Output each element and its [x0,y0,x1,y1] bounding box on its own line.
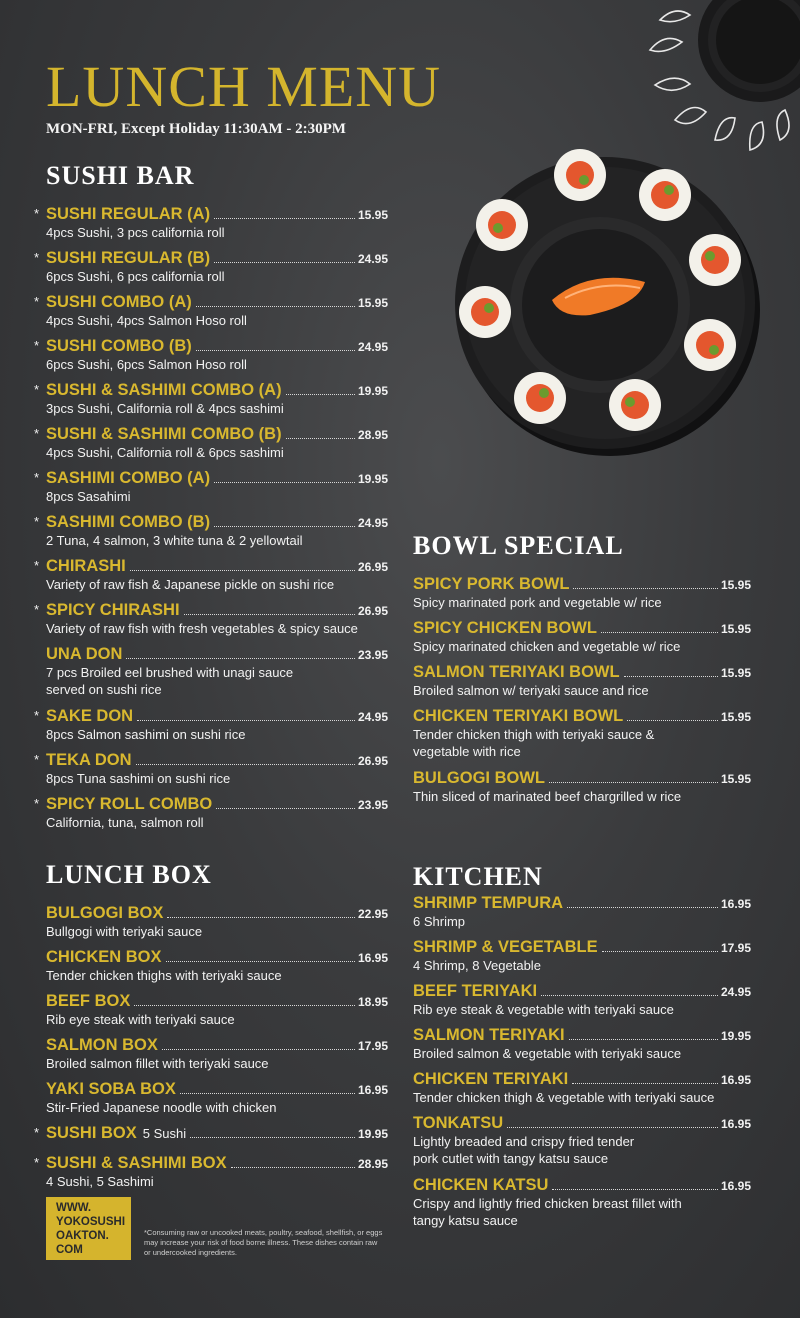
dot-leader [627,720,718,721]
raw-item-asterisk: * [34,558,40,573]
menu-item-price: 16.95 [720,1117,751,1131]
dot-leader [624,676,718,677]
menu-item [34,601,388,637]
menu-item-name: YAKI SOBA BOX [46,1080,176,1098]
section-title-kitchen: KITCHEN [413,862,543,891]
menu-item-row [46,557,388,576]
raw-item-asterisk: * [34,514,40,529]
menu-item-name: SPICY PORK BOWL [413,575,570,593]
menu-item-row [413,575,751,594]
menu-item [34,337,388,373]
menu-item-price: 24.95 [357,252,388,266]
raw-item-asterisk: * [34,602,40,617]
menu-item [46,992,388,1028]
menu-item-price: 19.95 [357,384,388,398]
dot-leader [549,782,718,783]
menu-item-description: Variety of raw fish & Japanese pickle on sushi rice [46,577,335,592]
dot-leader [130,570,355,571]
dot-leader [162,1049,355,1050]
menu-item-price: 16.95 [357,951,388,965]
menu-item-row [46,1080,388,1099]
menu-item-row [413,982,751,1001]
menu-item-price: 26.95 [357,604,388,618]
menu-item-name: SALMON TERIYAKI BOWL [413,663,620,681]
menu-item-row [413,1070,751,1089]
menu-item [46,904,388,940]
menu-item-name: SHRIMP & VEGETABLE [413,938,598,956]
menu-item-description: 6pcs Sushi, 6pcs Salmon Hoso roll [46,357,247,372]
menu-item-price: 24.95 [357,710,388,724]
menu-item-row [46,205,388,224]
dot-leader [286,438,355,439]
raw-item-asterisk: * [34,294,40,309]
menu-item-row [46,645,388,664]
menu-item-name: CHICKEN TERIYAKI [413,1070,569,1088]
menu-item-row [413,1026,751,1045]
menu-item-price: 17.95 [357,1039,388,1053]
menu-item-price: 23.95 [357,798,388,812]
dot-leader [552,1189,718,1190]
menu-item-price: 28.95 [357,428,388,442]
menu-item [46,948,388,984]
raw-item-asterisk: * [34,426,40,441]
menu-item-description: Thin sliced of marinated beef chargrilled w rice [413,789,682,804]
dot-leader [126,658,355,659]
menu-item-price: 24.95 [357,516,388,530]
menu-item-price: 24.95 [357,340,388,354]
dot-leader [136,764,355,765]
menu-item-name: SHRIMP TEMPURA [413,894,564,912]
menu-item-description: Spicy marinated pork and vegetable w/ rice [413,595,662,610]
menu-item-price: 15.95 [357,208,388,222]
menu-item [413,575,751,611]
menu-item-description: Broiled salmon fillet with teriyaki sauce [46,1056,269,1071]
hours-subtitle: MON-FRI, Except Holiday 11:30AM - 2:30PM [46,121,346,137]
dot-leader [541,995,718,996]
menu-item-description: 8pcs Sasahimi [46,489,131,504]
menu-item [413,938,751,974]
dot-leader [231,1167,355,1168]
dot-leader [134,1005,355,1006]
menu-item-price: 19.95 [720,1029,751,1043]
menu-item-price: 26.95 [357,754,388,768]
menu-item-name: SALMON TERIYAKI [413,1026,565,1044]
menu-item-price: 16.95 [720,897,751,911]
menu-item-price: 15.95 [720,622,751,636]
menu-item [413,663,751,699]
menu-item [46,645,388,698]
menu-item [413,894,751,930]
menu-item [34,795,388,831]
menu-item-row [413,619,751,638]
menu-item-description: 6pcs Sushi, 6 pcs california roll [46,269,225,284]
menu-item [46,1036,388,1072]
dot-leader [214,262,355,263]
menu-item-description: 7 pcs Broiled eel brushed with unagi sauce [46,665,294,680]
menu-item-description: Tender chicken thighs with teriyaki sauce [46,968,282,983]
menu-item [413,1114,751,1167]
menu-item-row [46,1036,388,1055]
menu-item-name: TEKA DON [46,751,132,769]
menu-item [34,513,388,549]
menu-item-description: 8pcs Tuna sashimi on sushi rice [46,771,231,786]
menu-item-name: BULGOGI BOX [46,904,164,922]
menu-item-description: California, tuna, salmon roll [46,815,204,830]
dot-leader [573,588,718,589]
menu-item-row [413,894,751,913]
menu-item-name: SASHIMI COMBO (B) [46,513,211,531]
menu-item-name: SUSHI REGULAR (A) [46,205,211,223]
menu-item-name: BEEF TERIYAKI [413,982,538,1000]
menu-item [413,619,751,655]
menu-item-description: 4pcs Sushi, California roll & 6pcs sashimi [46,445,284,460]
website-line: YOKOSUSHI [56,1216,126,1228]
menu-item-name: SUSHI COMBO (B) [46,337,192,355]
menu-item-description: Spicy marinated chicken and vegetable w/ rice [413,639,681,654]
menu-item-name: SALMON BOX [46,1036,158,1054]
menu-item-row [46,707,388,726]
raw-item-asterisk: * [34,752,40,767]
menu-item-row [413,938,751,957]
menu-item-name: TONKATSU [413,1114,504,1132]
menu-item [34,1124,388,1143]
menu-item-name: SUSHI & SASHIMI COMBO (B) [46,425,282,443]
dot-leader [214,482,355,483]
menu-item-description: Broiled salmon & vegetable with teriyaki sauce [413,1046,682,1061]
menu-item-description: served on sushi rice [46,682,162,697]
section-title-lunch-box: LUNCH BOX [46,860,212,889]
dot-leader [180,1093,355,1094]
dot-leader [569,1039,718,1040]
page-title: LUNCH MENU [46,54,442,119]
dot-leader [601,632,718,633]
menu-item-price: 24.95 [720,985,751,999]
menu-item-description: tangy katsu sauce [413,1213,518,1228]
menu-item-row [46,249,388,268]
menu-item-description: Lightly breaded and crispy fried tender [413,1134,635,1149]
menu-item-row [46,293,388,312]
dot-leader [602,951,718,952]
raw-item-asterisk: * [34,206,40,221]
menu-item-price: 15.95 [357,296,388,310]
menu-item-price: 15.95 [720,578,751,592]
dot-leader [137,720,355,721]
menu-item-description: Bullgogi with teriyaki sauce [46,924,203,939]
raw-item-asterisk: * [34,708,40,723]
menu-item-name: SPICY CHIRASHI [46,601,180,619]
menu-item-row [46,795,388,814]
menu-item-description: pork cutlet with tangy katsu sauce [413,1151,609,1166]
menu-item-description: Rib eye steak & vegetable with teriyaki sauce [413,1002,674,1017]
menu-item-description: Tender chicken thigh with teriyaki sauce & [413,727,655,742]
menu-item [413,769,751,805]
menu-item-price: 28.95 [357,1157,388,1171]
menu-item-note: 5 Sushi [142,1126,187,1141]
menu-item-row [46,425,388,444]
menu-item-name: SUSHI & SASHIMI COMBO (A) [46,381,282,399]
menu-item [34,469,388,505]
menu-item-row [46,1124,388,1143]
menu-item-row [413,707,751,726]
website-line: OAKTON. [56,1230,109,1242]
menu-item-description: 4 Shrimp, 8 Vegetable [413,958,541,973]
dot-leader [214,218,355,219]
menu-item-description: 4pcs Sushi, 3 pcs california roll [46,225,225,240]
dot-leader [196,350,355,351]
section-title-bowl-special: BOWL SPECIAL [413,531,624,560]
menu-item-row [413,769,751,788]
dot-leader [286,394,355,395]
menu-item-description: Crispy and lightly fried chicken breast fillet with [413,1196,682,1211]
raw-item-asterisk: * [34,470,40,485]
raw-item-asterisk: * [34,338,40,353]
menu-item-price: 18.95 [357,995,388,1009]
menu-item-price: 17.95 [720,941,751,955]
menu-item [46,1080,388,1116]
raw-item-asterisk: * [34,1155,40,1170]
menu-item [34,1154,388,1190]
website-line: WWW. [56,1202,92,1214]
menu-item-description: 4pcs Sushi, 4pcs Salmon Hoso roll [46,313,247,328]
menu-item-price: 16.95 [357,1083,388,1097]
dot-leader [507,1127,718,1128]
menu-item-description: 2 Tuna, 4 salmon, 3 white tuna & 2 yellowtail [46,533,303,548]
website-line: COM [56,1244,83,1256]
menu-item-description: 8pcs Salmon sashimi on sushi rice [46,727,246,742]
menu-item-name: UNA DON [46,645,123,663]
menu-item [34,205,388,241]
menu-item-name: CHICKEN BOX [46,948,162,966]
menu-item-description: vegetable with rice [413,744,521,759]
menu-item-row [46,381,388,400]
menu-item [34,249,388,285]
menu-item [34,707,388,743]
menu-item-price: 26.95 [357,560,388,574]
raw-item-asterisk: * [34,1125,40,1140]
menu-item [34,293,388,329]
menu-item-row [46,1154,388,1173]
menu-item [34,425,388,461]
menu-item-price: 22.95 [357,907,388,921]
menu-item-row [46,948,388,967]
menu-item-description: Tender chicken thigh & vegetable with teriyaki sauce [413,1090,715,1105]
menu-item-description: Variety of raw fish with fresh vegetables & spicy sauce [46,621,358,636]
menu-item-name: CHIRASHI [46,557,126,575]
raw-food-disclaimer: *Consuming raw or uncooked meats, poultry, seafood, shellfish, or eggs may increase your risk of food borne illness. These dishes contain raw or undercooked ingredients. [144,1228,383,1257]
dot-leader [214,526,355,527]
menu-item-description: Stir-Fried Japanese noodle with chicken [46,1100,277,1115]
menu-item-name: SUSHI BOX [46,1124,137,1142]
menu-item-row [46,337,388,356]
raw-item-asterisk: * [34,382,40,397]
menu-item-name: SPICY ROLL COMBO [46,795,213,813]
menu-item-price: 15.95 [720,666,751,680]
menu-item-name: CHICKEN TERIYAKI BOWL [413,707,624,725]
menu-item-price: 15.95 [720,710,751,724]
menu-item-name: SUSHI REGULAR (B) [46,249,211,267]
raw-item-asterisk: * [34,250,40,265]
menu-item-name: SAKE DON [46,707,134,725]
menu-item-row [413,663,751,682]
menu-item-row [413,1114,751,1133]
menu-item-name: SPICY CHICKEN BOWL [413,619,597,637]
dot-leader [572,1083,718,1084]
dot-leader [184,614,355,615]
dot-leader [216,808,355,809]
menu-item-description: 3pcs Sushi, California roll & 4pcs sashimi [46,401,284,416]
menu-item-description: 4 Sushi, 5 Sashimi [46,1174,154,1189]
menu-item-row [413,1176,751,1195]
menu-item [34,381,388,417]
menu-item-name: SUSHI COMBO (A) [46,293,192,311]
dot-leader [167,917,355,918]
menu-item-row [46,601,388,620]
menu-item [413,1026,751,1062]
menu-item [413,707,751,760]
menu-item-name: BULGOGI BOWL [413,769,545,787]
menu-item-row [46,469,388,488]
menu-item [413,1070,751,1106]
sushi-plate-image [440,140,770,460]
menu-item [34,557,388,593]
dot-leader [196,306,355,307]
menu-item-price: 16.95 [720,1073,751,1087]
menu-item [34,751,388,787]
menu-item-name: CHICKEN KATSU [413,1176,549,1194]
dot-leader [567,907,718,908]
section-title-sushi-bar: SUSHI BAR [46,161,195,190]
menu-item-row [46,513,388,532]
menu-item-description: Broiled salmon w/ teriyaki sauce and rice [413,683,649,698]
menu-item-price: 23.95 [357,648,388,662]
menu-item-price: 16.95 [720,1179,751,1193]
menu-item-description: 6 Shrimp [413,914,466,929]
menu-item-name: BEEF BOX [46,992,131,1010]
menu-item-price: 19.95 [357,1127,388,1141]
menu-item [413,1176,751,1229]
menu-item-row [46,751,388,770]
dot-leader [166,961,355,962]
menu-item-price: 19.95 [357,472,388,486]
menu-item-row [46,992,388,1011]
menu-item-row [46,904,388,923]
website-badge[interactable] [46,1197,131,1260]
menu-item-name: SUSHI & SASHIMI BOX [46,1154,227,1172]
menu-item [413,982,751,1018]
raw-item-asterisk: * [34,796,40,811]
menu-item-description: Rib eye steak with teriyaki sauce [46,1012,235,1027]
dot-leader [190,1137,355,1138]
menu-item-name: SASHIMI COMBO (A) [46,469,211,487]
menu-item-price: 15.95 [720,772,751,786]
